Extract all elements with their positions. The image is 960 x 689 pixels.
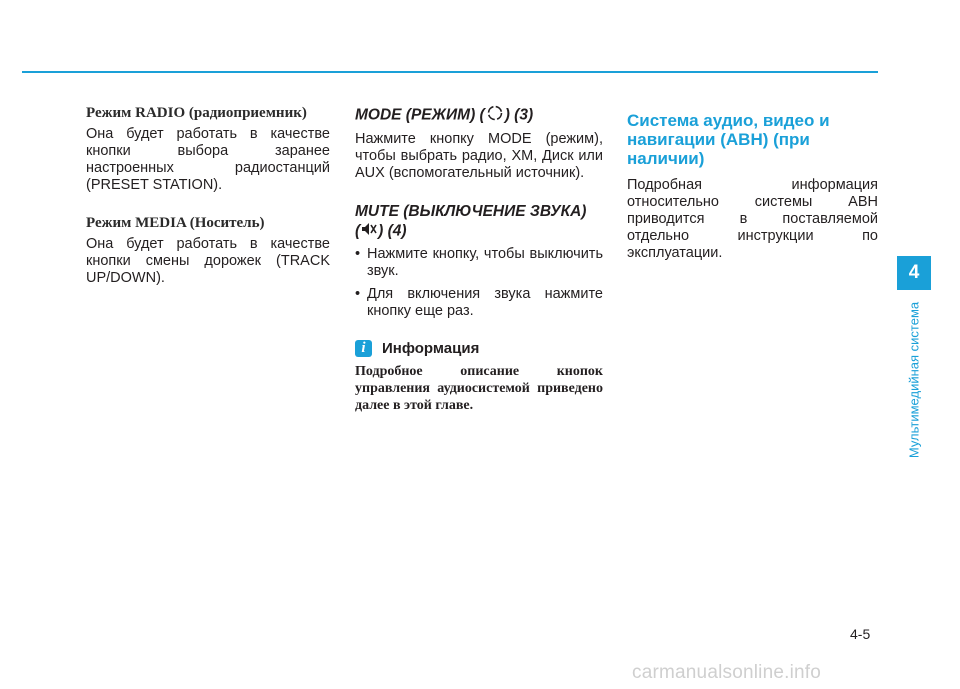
- list-item: [355, 286, 603, 320]
- mode-heading-suffix: ) (3): [504, 106, 534, 124]
- top-rule: [22, 71, 878, 73]
- media-mode-heading: Режим MEDIA (Носитель): [86, 215, 265, 231]
- bullet-text: Для включения звука нажмите кнопку еще раз.: [367, 286, 603, 319]
- page-number: 4-5: [850, 626, 871, 642]
- mute-icon: [360, 221, 378, 242]
- radio-mode-heading: Режим RADIO (радиоприемник): [86, 105, 307, 121]
- mute-heading: [355, 202, 603, 242]
- column-middle: [355, 104, 603, 414]
- avn-text: Подробная информация относительно системы АВН приводится в поставляемой отдельно инструкции по эксплуатации.: [627, 177, 878, 261]
- bullet-dot: •: [355, 286, 361, 302]
- chapter-title: Мультимедийная система: [906, 301, 922, 459]
- media-mode-text: Она будет работать в качестве кнопки смены дорожек (TRACK UP/DOWN).: [86, 236, 330, 286]
- mute-heading-line1: MUTE (ВЫКЛЮЧЕНИЕ ЗВУКА): [355, 203, 587, 220]
- info-title: Информация: [382, 340, 480, 357]
- mute-heading-prefix: (: [355, 222, 361, 240]
- mute-heading-suffix: ) (4): [378, 222, 407, 240]
- mode-icon: [485, 104, 505, 127]
- bullet-text: Нажмите кнопку, чтобы выключить звук.: [367, 246, 603, 279]
- avn-heading: Система аудио, видео и навигации (AВН) (при наличии): [627, 111, 830, 168]
- mode-heading-prefix: MODE (РЕЖИМ) (: [355, 106, 485, 124]
- bullet-dot: •: [355, 246, 361, 262]
- info-icon: i: [355, 340, 372, 357]
- mute-bullet-list: [355, 246, 603, 320]
- watermark: carmanualsonline.info: [632, 662, 822, 683]
- column-right: [627, 101, 878, 262]
- radio-mode-text: Она будет работать в качестве кнопки выбора заранее настроенных радиостанций (PRESET STATION).: [86, 126, 330, 193]
- mode-text: Нажмите кнопку MODE (режим), чтобы выбрать радио, XM, Диск или AUX (вспомогательный источник).: [355, 131, 603, 181]
- mode-heading: [355, 104, 603, 127]
- info-heading: [355, 340, 603, 357]
- column-left: [86, 104, 330, 287]
- chapter-number-tab: 4: [897, 256, 931, 290]
- list-item: [355, 246, 603, 280]
- info-text: Подробное описание кнопок управления аудиосистемой приведено далее в этой главе.: [355, 364, 603, 413]
